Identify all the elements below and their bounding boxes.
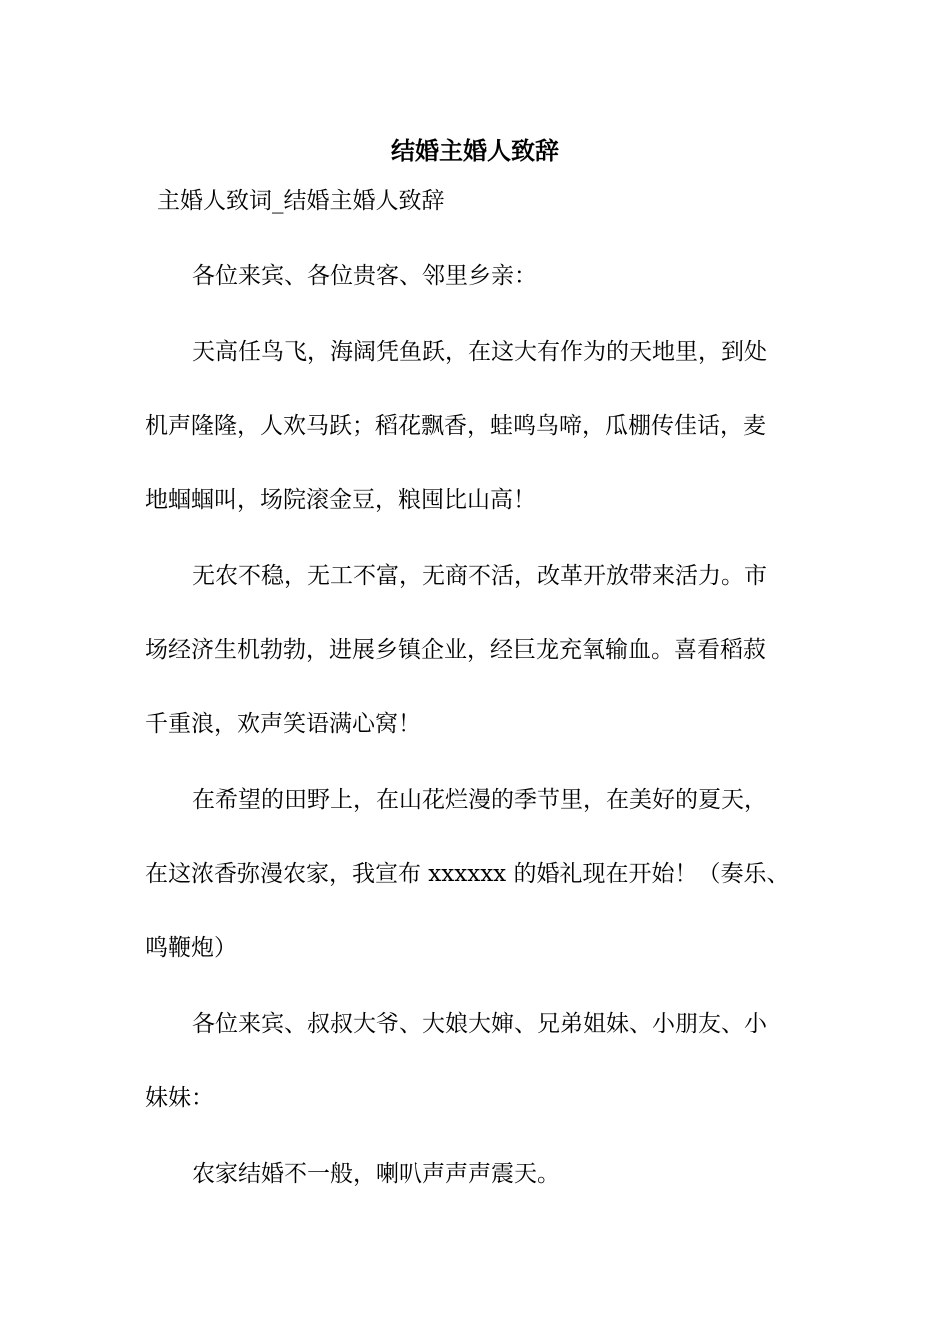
paragraph-line: 农家结婚不一般，喇叭声声声震天。 <box>192 1161 560 1187</box>
paragraph-line: 鸣鞭炮） <box>145 935 237 961</box>
paragraph-line: 妹妹： <box>145 1085 214 1111</box>
document-title: 结婚主婚人致辞 <box>391 136 559 165</box>
paragraph-line: 各位来宾、各位贵客、邻里乡亲： <box>192 263 537 289</box>
document-subtitle: 主婚人致词_结婚主婚人致辞 <box>157 188 445 214</box>
paragraph-line: 在希望的田野上，在山花烂漫的季节里，在美好的夏天， <box>192 787 767 813</box>
paragraph-line: 各位来宾、叔叔大爷、大娘大婶、兄弟姐妹、小朋友、小 <box>192 1011 767 1037</box>
paragraph-line: 机声隆隆，人欢马跃；稻花飘香，蛙鸣鸟啼，瓜棚传佳话，麦 <box>145 413 766 439</box>
paragraph-line: 无农不稳，无工不富，无商不活，改革开放带来活力。市 <box>192 563 767 589</box>
paragraph-line: 场经济生机勃勃，进展乡镇企业，经巨龙充氧输血。喜看稻菽 <box>145 637 766 663</box>
paragraph-line: 地蝈蝈叫，场院滚金豆，粮囤比山高！ <box>145 487 536 513</box>
paragraph-line: 天高任鸟飞，海阔凭鱼跃，在这大有作为的天地里，到处 <box>192 339 767 365</box>
paragraph-line: 在这浓香弥漫农家，我宣布 xxxxxx 的婚礼现在开始！（奏乐、 <box>145 861 790 887</box>
paragraph-line: 千重浪，欢声笑语满心窝！ <box>145 711 421 737</box>
